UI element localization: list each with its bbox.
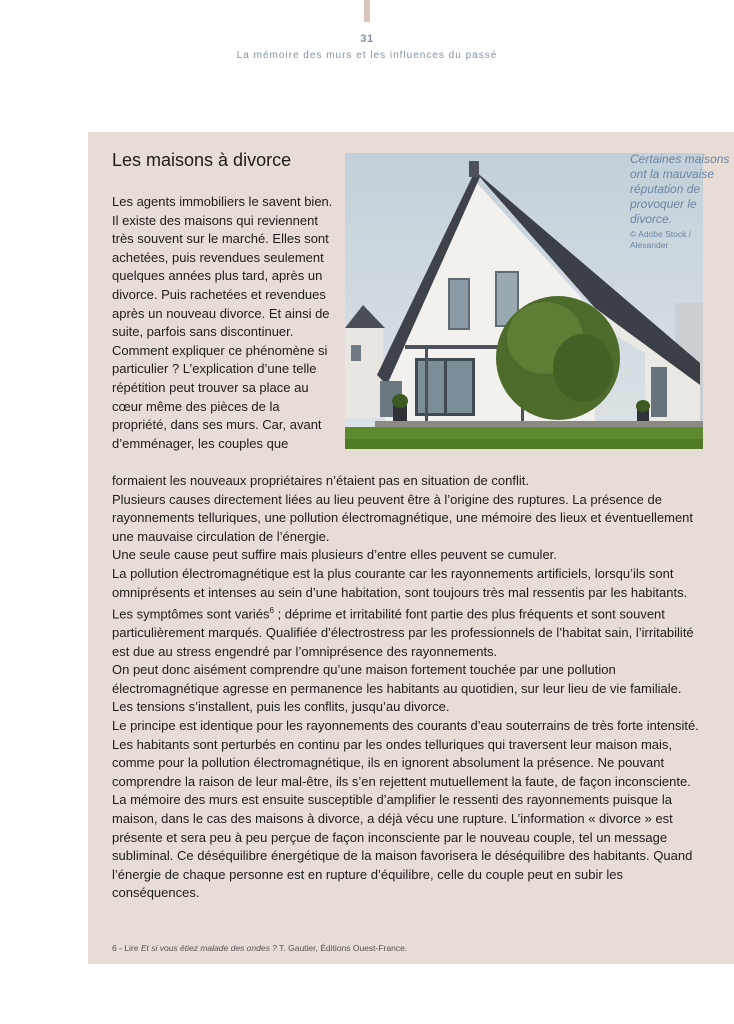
photo-caption — [630, 152, 730, 251]
footnote-book-title: Et si vous étiez malade des ondes ? — [140, 943, 277, 953]
body-paragraph-4-after: ; déprime et irritabilité font partie des plus fréquents et sont souvent particulièrement marqués. Qualifiée d’électrostress par les professionnels de l’habitat sain, l’irritabilité est due au stress engendré par l’omniprésence des rayonnements. — [112, 606, 694, 659]
body-paragraph-3: Une seule cause peut suffire mais plusieurs d’entre elles peuvent se cumuler. — [112, 547, 557, 563]
intro-column — [112, 193, 338, 453]
footnote-ref[interactable]: 6 — [269, 606, 274, 616]
photo-credit: © Adobe Stock / Alexander — [630, 229, 692, 250]
body-paragraph-5: On peut donc aisément comprendre qu’une maison fortement touchée par une pollution électromagnétique agresse en permanence les habitants au quotidien, sur leur lieu de vie familiale. Les tensions s’installent, puis les conflits, jusqu’au divorce. — [112, 662, 682, 715]
running-header: La mémoire des murs et les influences du passé — [236, 50, 498, 61]
body-paragraph-6: Le principe est identique pour les rayonnements des courants d’eau souterrains de très forte intensité. Les habitants sont perturbés en continu par les ondes telluriques qui traversent leur maison mais, comme pour la pollution électromagnétique, ils en ignorent absolument la présence. Ne pouvant comprendre la raison de leur mal-être, ils s’en rejettent mutuellement la faute, de façon inconsciente. — [112, 718, 699, 789]
intro-paragraph: Les agents immobiliers le savent bien. Il existe des maisons qui reviennent très souvent sur le marché. Elles sont achetées, puis revendues seulement quelques années plus tard, après un divorce. Puis rachetées et revendues après un nouveau divorce. Et ainsi de suite, parfois sans discontinuer. Comment expliquer ce phénomène si particulier ? L’explication d’une telle répétition peut trouver sa place au cœur même des pièces de la propriété, dans ses murs. Car, avant d’emménager, les couples que — [112, 194, 333, 451]
body-paragraph-2: Plusieurs causes directement liées au lieu peuvent être à l’origine des ruptures. La présence de rayonnements telluriques, une pollution électromagnétique, une mémoire des lieux et éventuellement une mauvaise circulation de l’énergie. — [112, 491, 694, 544]
footnote — [112, 943, 712, 953]
body-paragraph-1: formaient les nouveaux propriétaires n’étaient pas en situation de conflit. — [112, 473, 529, 488]
footnote-prefix: 6 - Lire — [112, 943, 141, 953]
footnote-suffix: T. Gautier, Éditions Ouest-France. — [276, 943, 408, 953]
caption-text: Certaines maisons ont la mauvaise réputation de provoquer le divorce. — [630, 152, 730, 226]
body-paragraph-4-before: La pollution électromagnétique est la plus courante car les rayonnements artificiels, lorsqu’ils sont omniprésents et intenses au sein d’une habitation, sont toujours très mal ressentis par les habitants. Les symptômes sont variés — [112, 565, 688, 622]
body-paragraph-7: La mémoire des murs est ensuite susceptible d’amplifier le ressenti des rayonnements puisque la maison, dans le cas des maisons à divorce, a déjà vécu une rupture. L’information « divorce » est présente et sera peu à peu perçue de façon inconsciente par le nouveau couple, tel un message subliminal. Ce déséquilibre énergétique de la maison favorisera le déséquilibre des habitants. Quand l’énergie de chaque personne est en rupture d’équilibre, celle du couple peut en subir les conséquences. — [112, 792, 693, 901]
top-rule — [364, 0, 370, 22]
sidebar-title: Les maisons à divorce — [112, 150, 292, 170]
body-text — [112, 472, 702, 903]
page-number: 31 — [360, 33, 374, 45]
body-paragraph-4 — [112, 565, 702, 661]
